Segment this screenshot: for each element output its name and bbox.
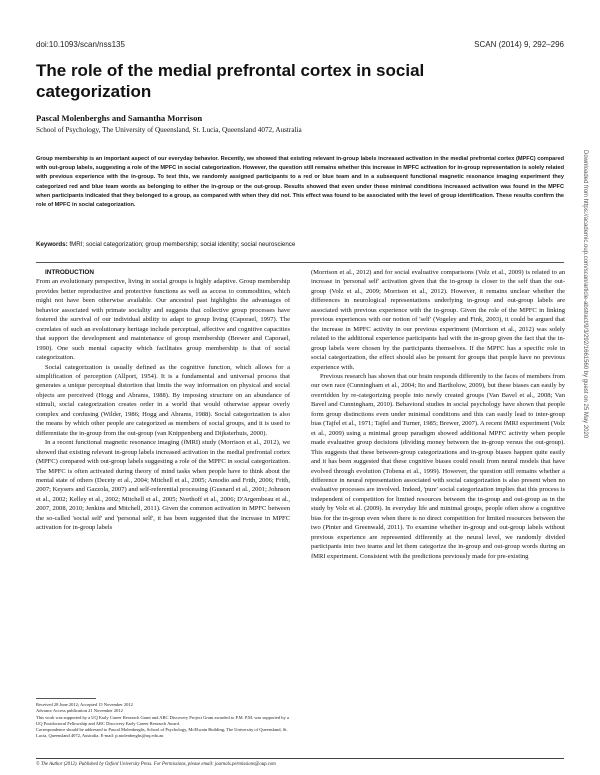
advance-access: Advance Access publication 21 November 2012 xyxy=(36,708,123,714)
funding-note: This work was supported by a UQ Early Career Research Grant and ARC Discovery Project Grant awarded to P.M. P.M. was supported by a UQ Postdoctoral Fellowship and ARC Discovery Early Career Research Award. xyxy=(36,714,289,726)
paragraph: In a recent functional magnetic resonance imaging (fMRI) study (Morrison et al., 2012), we showed that existing relevant in-group labels increased activation in the medial prefrontal cortex (MPFC) compared with out-group labels suggesting a role of the MPFC in social categorization. The MPFC is often activated during theory of mind tasks when people have to think about the mental state of others (Decety et al., 2004; Mitchell et al., 2005; Amodio and Frith, 2006; Frith, 2007; Keysers and Gazzola, 2007) and self-referential processing (Gusnard et al., 2001; Johnson et al., 2002; Kelley et al., 2002; Mitchell et al., 2005; Northoff et al., 2006; D'Argembeau et al., 2007, 2008, 2010; Jenkins and Mitchell, 2011). Given the common activation in MPFC between the so-called 'social self' and 'personal self', it has been suggested that the increase in MPFC activation for in-group labels xyxy=(36,439,290,532)
download-watermark xyxy=(580,150,590,600)
copyright-symbol: © xyxy=(36,762,40,767)
authors: Pascal Molenberghs and Samantha Morrison xyxy=(36,113,203,123)
left-column xyxy=(36,268,290,533)
paragraph: From an evolutionary perspective, living in social groups is highly adaptive. Group membership provides better reproductive and protective functions as well as access to commodities, which might not have been otherwise available. Our ancestral past highlights the advantages of behavior associated with primate sociality and suggests that collective group processes have fostered the survival of our individual ability to adapt to group living (Caporael, 1997). The correlates of such an evolutionary heritage include perceptual, affective and cognitive capacities that support the development and maintenance of group membership (Brewer and Caporael, 1990). One such mental capacity which facilitates group membership is that of social categorization. xyxy=(36,278,290,362)
footer-divider xyxy=(36,758,564,759)
footnote-divider xyxy=(36,698,96,699)
article-title: The role of the medial prefrontal cortex in social categorization xyxy=(36,61,425,101)
download-watermark-text: Downloaded from https://academic.oup.com/scan/article-abstract/9/3/292/1661560 by guest on 25 May 2020 xyxy=(582,150,588,439)
abstract: Group membership is an important aspect of our everyday behavior. Recently, we showed that existing relevant in-group labels increased activation in the medial prefrontal cortex (MPFC) compared with out-group labels, suggesting a role of the MPFC in social categorization. However, the question still remains whether this increase in MPFC activation for in-group representation is solely related with previous experience with the in-group. To test this, we randomly assigned participants to a red or blue team and in a subsequent functional magnetic resonance imaging experiment they categorized red and blue team words as belonging to either the in-group or the out-group. Results showed that even under these minimal conditions increased activation was found in the MPFC when participants indicated that they belonged to a group, as compared with when they did not. This effect was found to be associated with the level of group identification. These results confirm the role of MPFC in social categorization. xyxy=(36,156,564,209)
keywords-text: fMRI; social categorization; group membership; social identity; social neuroscience xyxy=(69,241,296,248)
section-heading-introduction: INTRODUCTION xyxy=(45,269,94,276)
paragraph: Previous research has shown that our brain responds differently to the faces of members from our own race (Cunningham et al., 2004; Ito and Bartholow, 2009), but these biases can easily by overridden by re-categorizing people into newly created groups (Van Bavel et al., 2008; Van Bavel and Cunningham, 2010). Behavioral studies in social psychology have shown that people form group distinctions even under minimal conditions and this can easily lead to inter-group bias (Tajfel et al., 1971; Tajfel and Turner, 1985; Brewer, 2007). A recent fMRI experiment (Volz et al., 2009) using a minimal group paradigm showed additional MPFC activity when people made evaluative group decisions (dividing money between the in-group versus the out-group). This suggests that these between-group categorizations and in-group biases happen quite easily and it has been suggested that these cognitive biases could result from neural models that have evolved through evolution (Tobena et al., 1999). However, the question still remains whether a difference in neural representation associated with social categorization is also present when no evaluative processes are involved. Indeed, 'pure' social categorization implies that this process is independent of competition for limited resources between the in-group and out-group as in the study by Volz et al. (2009). In everyday life and minimal groups, people often show a cognitive bias for the in-group even when there is no direct competition for limited resources between the two (Pinter and Greenwald, 2011). To examine whether in-group and out-group labels without previous experience are represented differently at the neural level, we randomly divided participants into two teams and let them categorize the in-group and out-group words during an fMRI experiment. Consistent with the predictions previously made for pre-existing xyxy=(311,372,565,560)
copyright xyxy=(36,762,276,767)
correspondence-note: Correspondence should be addressed to Pascal Molenberghs, School of Psychology, McElwain Building, The University of Queensland, St. Lucia, Queensland 4072, Australia. E-mail: p.molenberghs@uq.edu.au xyxy=(36,727,288,739)
section-divider xyxy=(36,262,564,263)
affiliation: School of Psychology, The University of Queensland, St. Lucia, Queensland 4072, Australia xyxy=(36,126,302,134)
paragraph: (Morrison et al., 2012) and for social evaluative comparisons (Volz et al., 2009) is related to an increase in 'personal self' activation given that the in-group is closer to the self than the out-group (Volz et al., 2009; Morrison et al., 2012). However, it remains unclear whether the differences in neurological representations underlying in-group and out-group labels are associated with previous experience with the in-group. Given the role of the MPFC in linking previous experiences with our notion of 'self' (Vogeley and Fink, 2003), it could be argued that the increase in MPFC activity in our previous experiment (Morrison et al., 2012) was solely related to the additional experience participants had with the in-group given the fact that the in-group labels were chosen by the participants themselves. If the MPFC has a specific role in social categorization, the effect should also be present for groups that people have no previous experience with. xyxy=(311,269,565,371)
keywords xyxy=(36,241,564,248)
received-dates: Received 28 June 2012; Accepted 15 November 2012 xyxy=(36,702,133,707)
doi[interactable]: doi:10.1093/scan/nss135 xyxy=(36,40,125,49)
keywords-label: Keywords: xyxy=(36,241,68,248)
paragraph: Social categorization is usually defined as the cognitive function, which allows for a simplification of perception (Allport, 1954). It is a fundamental and universal process that generates a unique perceptual distortion that limits the way information on physical and social objects are perceived (Hogg and Abrams, 1988). By imposing structure on an abundance of stimuli, social categorization creates order in a world that would otherwise appear overly complex and confusing (Wilder, 1986; Hogg and Abrams, 1988). Social categorization is also the means by which other people are categorized as members of social groups, and it is used to differentiate the in-group from the out-group (van Knippenberg and Dijksterhuis, 2000). xyxy=(36,363,290,437)
copyright-text: The Author (2012). Published by Oxford University Press. For Permissions, please email: journals.permissions@oup.com xyxy=(40,762,276,767)
footnote xyxy=(36,702,290,740)
journal-citation: SCAN (2014) 9, 292–296 xyxy=(474,40,564,49)
right-column xyxy=(311,268,565,561)
